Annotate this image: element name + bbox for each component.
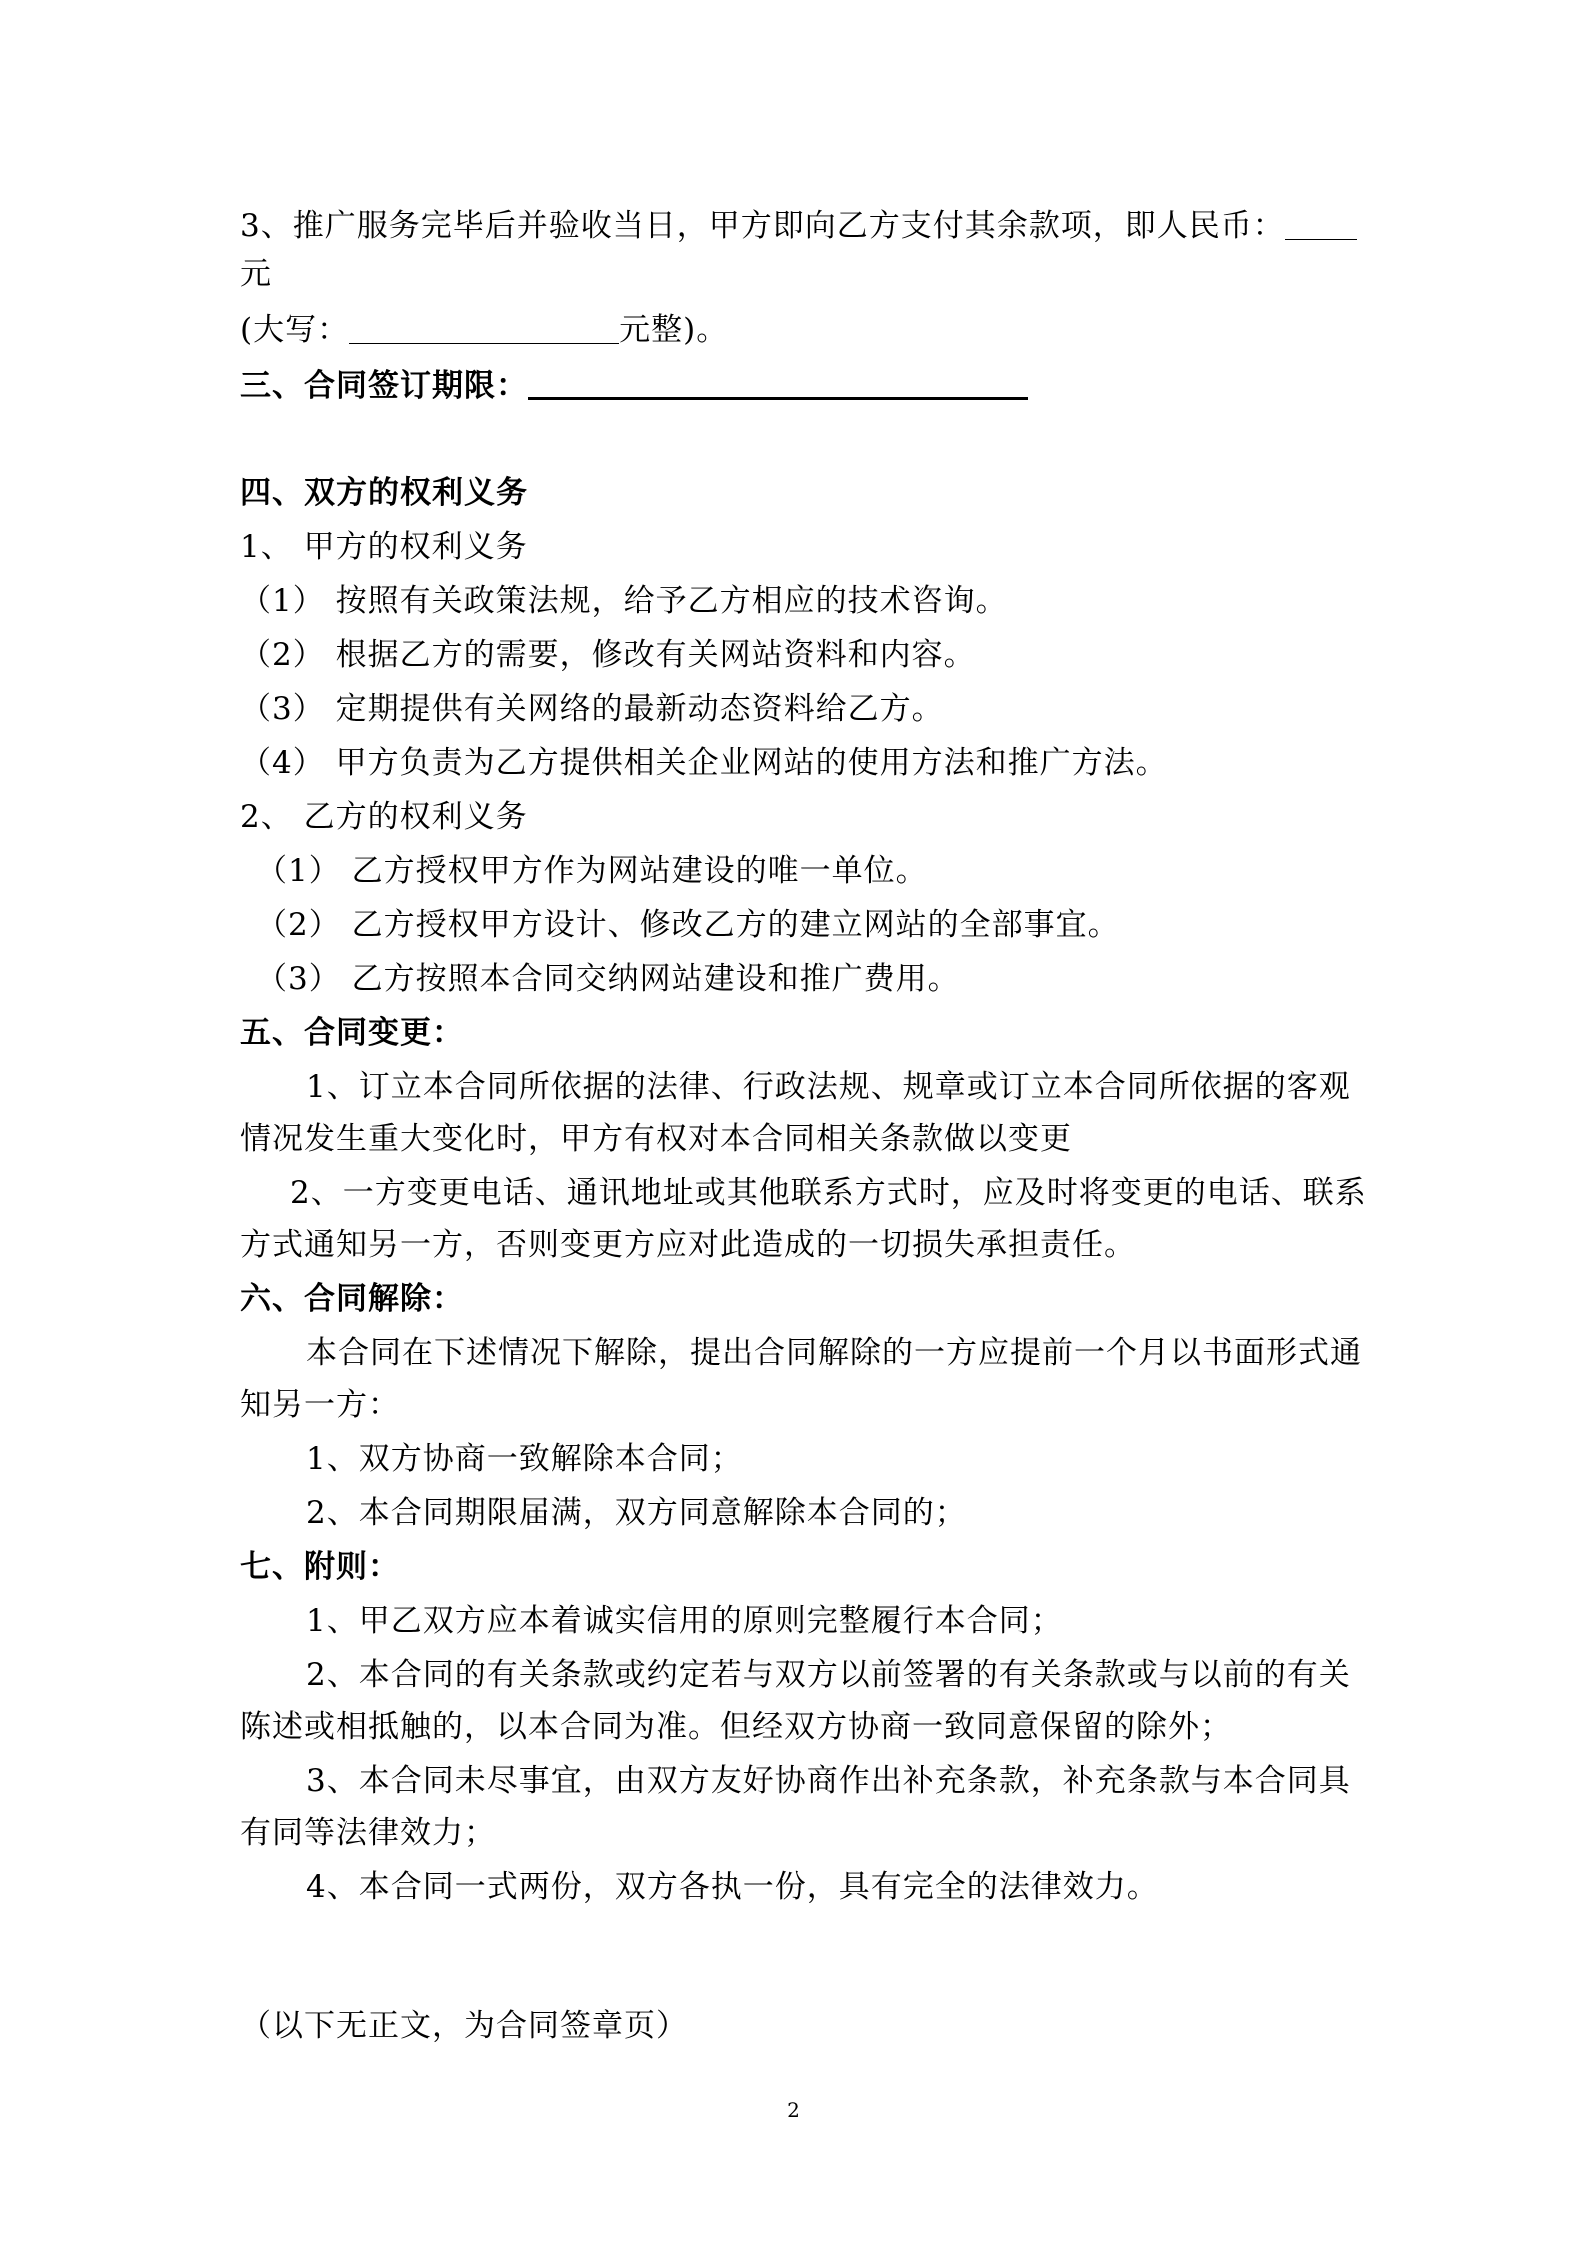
section-3-heading: 三、合同签订期限： xyxy=(240,368,528,404)
payment-capital-line xyxy=(240,310,728,350)
party-b-item-2: （2） 乙方授权甲方设计、修改乙方的建立网站的全部事宜。 xyxy=(256,907,1120,943)
no-more-text-note: （以下无正文，为合同签章页） xyxy=(240,2008,688,2044)
section-6-intro-line1: 本合同在下述情况下解除，提出合同解除的一方应提前一个月以书面形式通 xyxy=(306,1335,1362,1371)
party-b-item-3: （3） 乙方按照本合同交纳网站建设和推广费用。 xyxy=(256,961,960,997)
section-7-item-3-line1: 3、本合同未尽事宜，由双方友好协商作出补充条款，补充条款与本合同具 xyxy=(306,1763,1351,1799)
section-6-intro-line2: 知另一方： xyxy=(240,1387,400,1423)
contract-term-blank xyxy=(528,367,1028,400)
capital-suffix: 元整)。 xyxy=(619,312,729,348)
payment-unit: 元 xyxy=(240,256,272,292)
section-6-item-1: 1、双方协商一致解除本合同； xyxy=(306,1441,743,1477)
amount-blank xyxy=(1285,209,1357,240)
section-6-item-2: 2、本合同期限届满，双方同意解除本合同的； xyxy=(306,1495,967,1531)
section-5-p2-line1: 2、一方变更电话、通讯地址或其他联系方式时，应及时将变更的电话、联系 xyxy=(290,1175,1367,1211)
party-a-item-4: （4） 甲方负责为乙方提供相关企业网站的使用方法和推广方法。 xyxy=(240,745,1168,781)
section-5-p1-line2: 情况发生重大变化时，甲方有权对本合同相关条款做以变更 xyxy=(240,1121,1072,1157)
section-7-item-2-line2: 陈述或相抵触的，以本合同为准。但经双方协商一致同意保留的除外； xyxy=(240,1709,1232,1745)
capital-amount-blank xyxy=(349,313,619,344)
capital-prefix: (大写： xyxy=(240,312,350,348)
section-5-p1-line1: 1、订立本合同所依据的法律、行政法规、规章或订立本合同所依据的客观 xyxy=(306,1069,1351,1105)
section-7-item-3-line2: 有同等法律效力； xyxy=(240,1815,496,1851)
section-7-item-1: 1、甲乙双方应本着诚实信用的原则完整履行本合同； xyxy=(306,1603,1063,1639)
party-b-item-1: （1） 乙方授权甲方作为网站建设的唯一单位。 xyxy=(256,853,928,889)
section-3-heading-line xyxy=(240,366,1028,406)
party-a-item-2: （2） 根据乙方的需要，修改有关网站资料和内容。 xyxy=(240,637,976,673)
party-a-item-3: （3） 定期提供有关网络的最新动态资料给乙方。 xyxy=(240,691,944,727)
payment-item-3 xyxy=(240,206,1357,246)
section-7-item-4: 4、本合同一式两份，双方各执一份，具有完全的法律效力。 xyxy=(306,1869,1159,1905)
party-b-title: 2、 乙方的权利义务 xyxy=(240,799,528,835)
section-5-heading: 五、合同变更： xyxy=(240,1015,464,1051)
page-number: 2 xyxy=(787,2098,800,2122)
section-7-item-2-line1: 2、本合同的有关条款或约定若与双方以前签署的有关条款或与以前的有关 xyxy=(306,1657,1351,1693)
payment-item-3-text: 3、推广服务完毕后并验收当日，甲方即向乙方支付其余款项，即人民币： xyxy=(240,208,1285,244)
party-a-title: 1、 甲方的权利义务 xyxy=(240,529,528,565)
section-7-heading: 七、附则： xyxy=(240,1549,400,1585)
section-6-heading: 六、合同解除： xyxy=(240,1281,464,1317)
section-4-heading: 四、双方的权利义务 xyxy=(240,475,528,511)
section-5-p2-line2: 方式通知另一方，否则变更方应对此造成的一切损失承担责任。 xyxy=(240,1227,1136,1263)
party-a-item-1: （1） 按照有关政策法规，给予乙方相应的技术咨询。 xyxy=(240,583,1008,619)
